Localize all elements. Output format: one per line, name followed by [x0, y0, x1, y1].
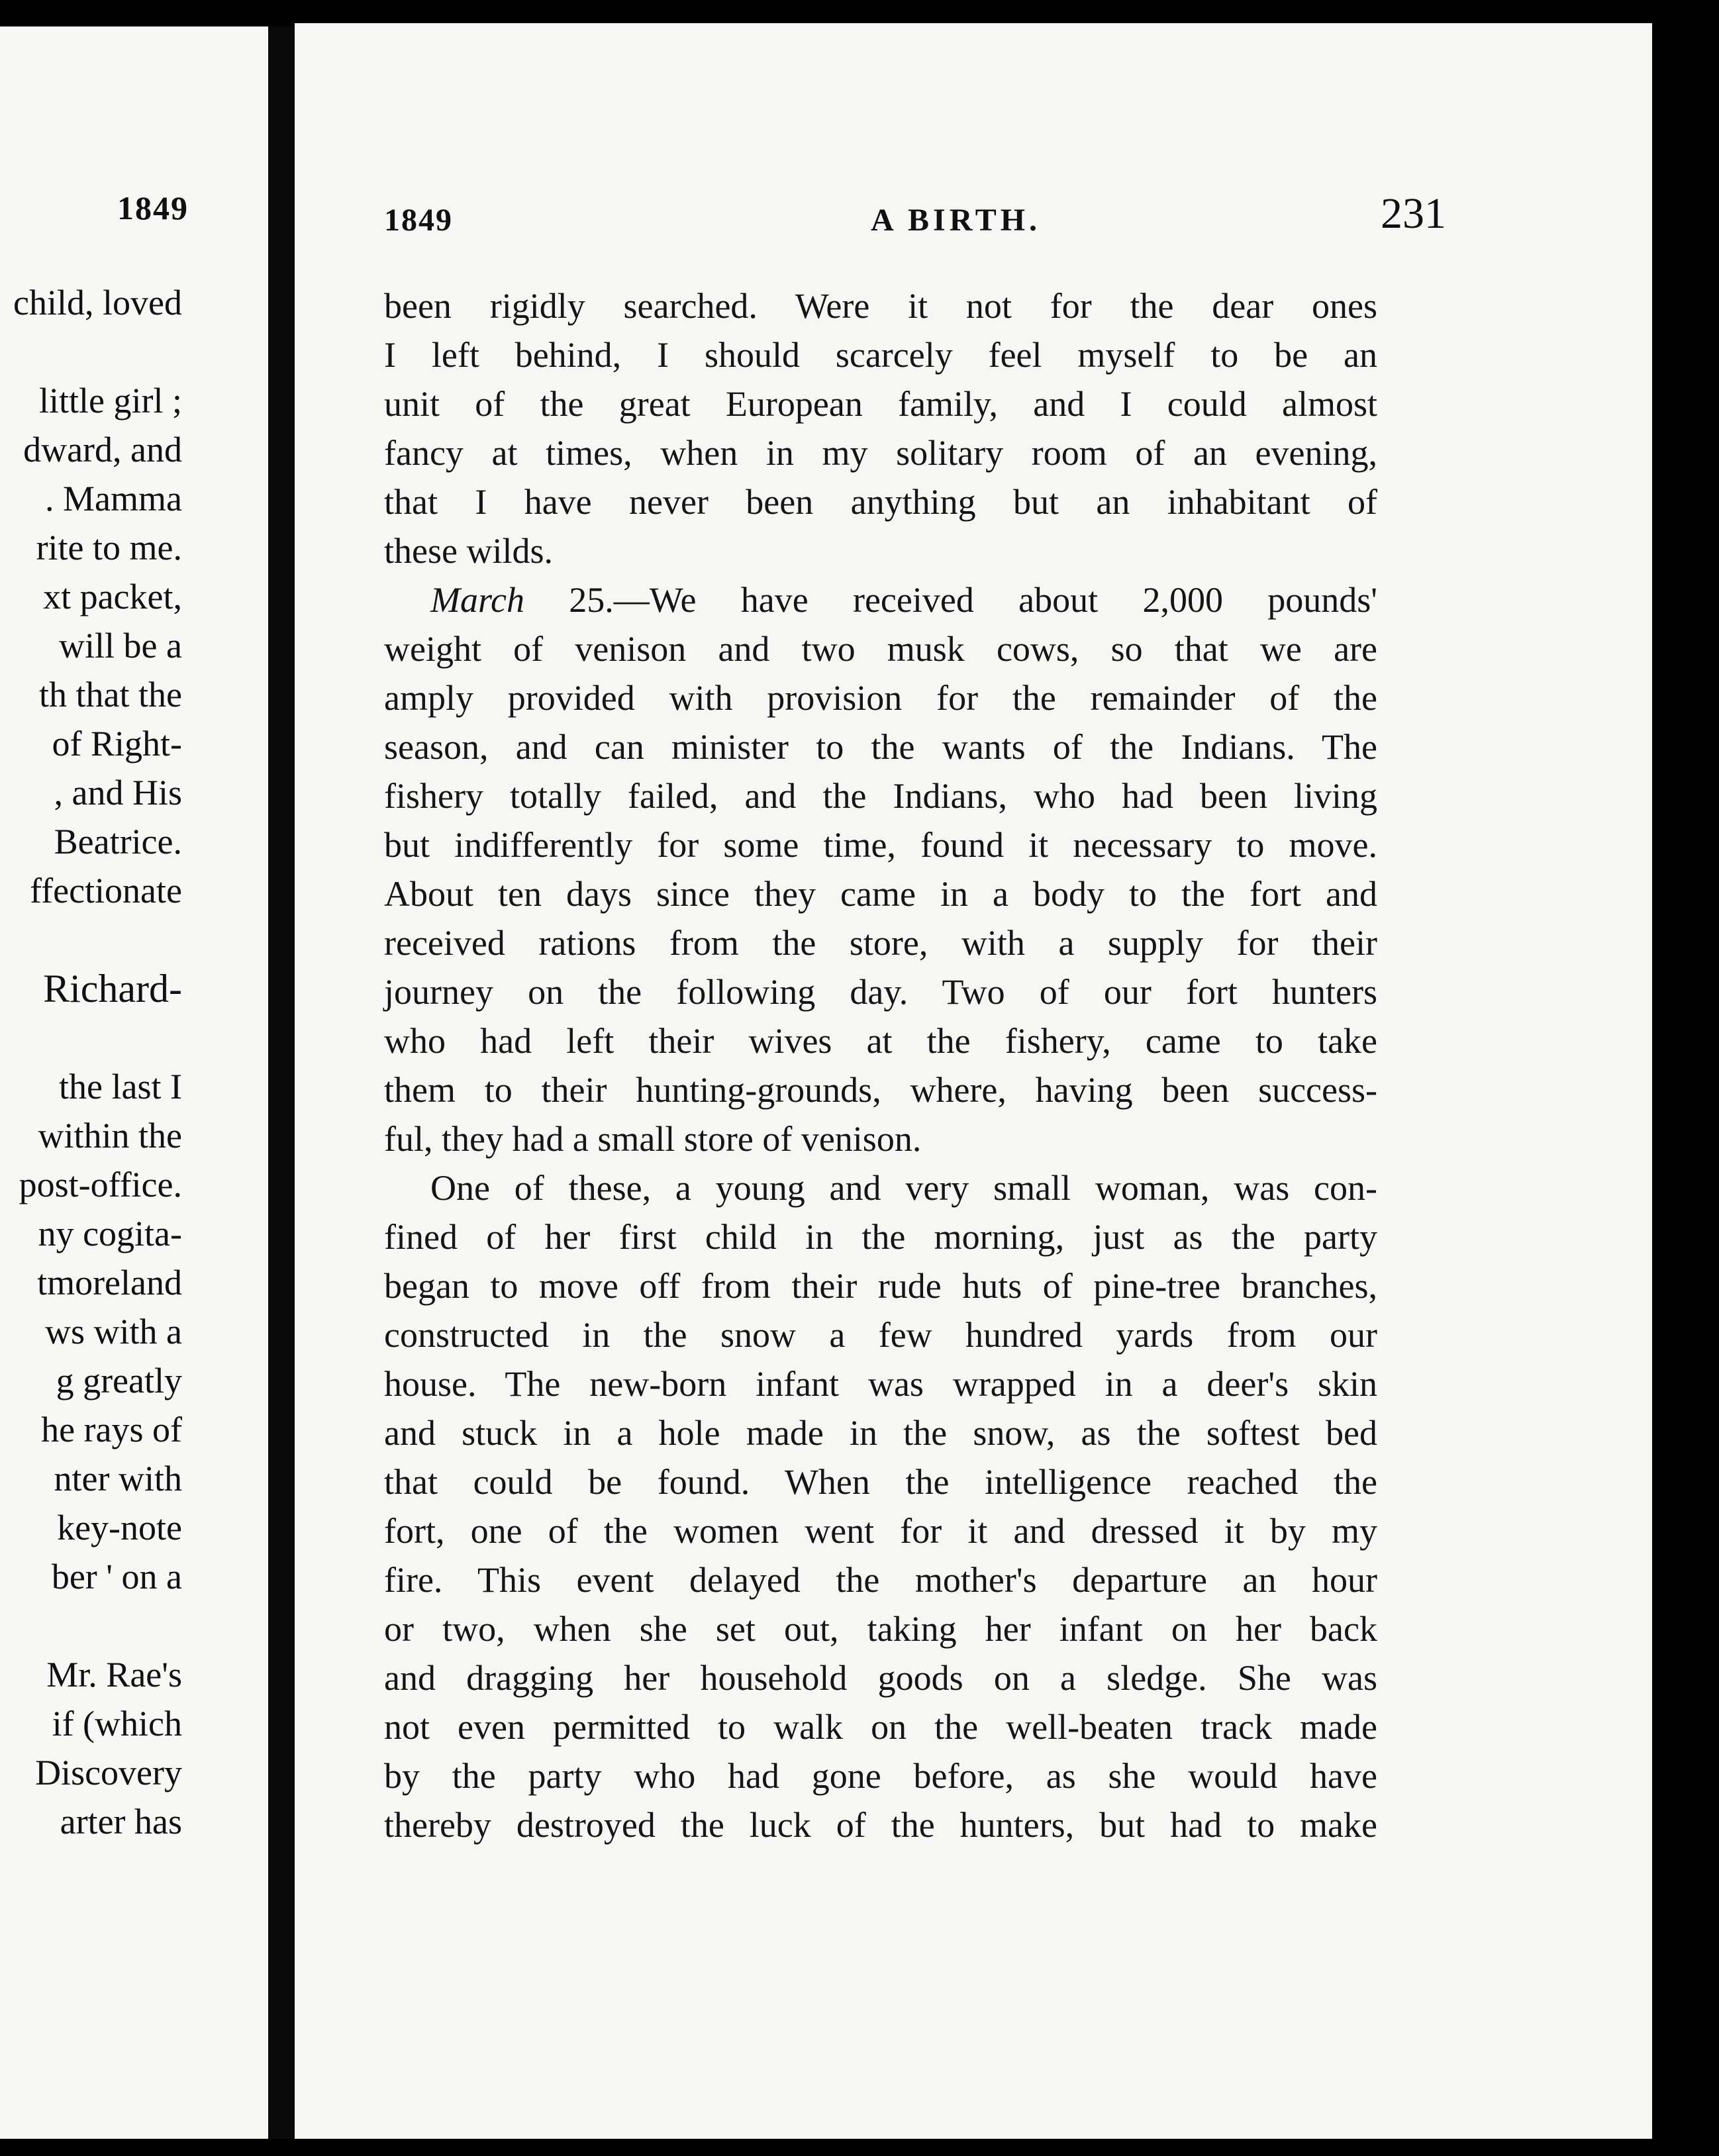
running-year: 1849	[384, 203, 453, 238]
running-title: A BIRTH.	[871, 203, 1042, 238]
text-line: journey on the following day. Two of our fort hunters	[384, 972, 1377, 1012]
text-line: began to move off from their rude huts of pine-tree branches,	[384, 1266, 1377, 1306]
dated-entry-text: 25.—We have received about 2,000 pounds'	[569, 580, 1378, 620]
left-text-line: nter with	[54, 1459, 182, 1498]
text-line: One of these, a young and very small woman, was con-	[430, 1168, 1377, 1208]
left-text-line: ny cogita-	[38, 1214, 182, 1253]
text-line: them to their hunting-grounds, where, having been success-	[384, 1070, 1377, 1110]
text-line: fire. This event delayed the mother's departure an hour	[384, 1560, 1377, 1600]
left-page	[0, 26, 268, 2139]
text-line: fined of her first child in the morning, just as the party	[384, 1217, 1377, 1257]
text-line: that could be found. When the intelligence reached the	[384, 1462, 1377, 1502]
left-text-line: Mr. Rae's	[46, 1655, 182, 1694]
left-text-line: if (which	[52, 1704, 182, 1743]
left-text-line: key-note	[57, 1508, 182, 1547]
text-line: ful, they had a small store of venison.	[384, 1119, 922, 1159]
text-line: season, and can minister to the wants of the Indians. The	[384, 727, 1377, 767]
left-running-year: 1849	[117, 189, 189, 226]
text-line: fancy at times, when in my solitary room of an evening,	[384, 433, 1377, 473]
text-line: thereby destroyed the luck of the hunters, but had to make	[384, 1805, 1377, 1845]
left-text-line: ffectionate	[30, 871, 182, 910]
text-line: fort, one of the women went for it and dressed it by my	[384, 1511, 1377, 1551]
book-gutter	[268, 26, 295, 2139]
left-text-line: arter has	[60, 1802, 182, 1841]
text-line: and stuck in a hole made in the snow, as the softest bed	[384, 1413, 1377, 1453]
left-text-line: child, loved	[13, 283, 182, 322]
left-text-line	[0, 915, 182, 964]
left-text-line: tmoreland	[37, 1263, 182, 1302]
body-text	[384, 281, 1377, 1849]
left-text-line: g greatly	[56, 1361, 182, 1400]
text-line: not even permitted to walk on the well-beaten track made	[384, 1707, 1377, 1747]
right-page	[295, 23, 1652, 2139]
left-text-line: the last I	[59, 1067, 182, 1106]
text-line: fishery totally failed, and the Indians, who had been living	[384, 776, 1377, 816]
left-text-line: will be a	[59, 626, 182, 665]
date-label: March	[430, 580, 524, 620]
left-text-line: th that the	[39, 675, 182, 714]
left-text-line: within the	[38, 1116, 182, 1155]
left-text-line: he rays of	[41, 1410, 182, 1449]
scan-border	[1652, 20, 1719, 2156]
text-line: but indifferently for some time, found it necessary to move.	[384, 825, 1377, 865]
left-text-line: , and His	[54, 773, 182, 812]
text-line: constructed in the snow a few hundred yards from our	[384, 1315, 1377, 1355]
left-text-line	[0, 327, 182, 376]
text-line: About ten days since they came in a body to the fort and	[384, 874, 1377, 914]
left-text-line: post-office.	[19, 1165, 182, 1204]
left-text-line: dward, and	[23, 430, 182, 469]
left-text-line	[0, 1013, 182, 1062]
text-line: and dragging her household goods on a sledge. She was	[384, 1658, 1377, 1698]
left-text-line: Richard-	[43, 967, 182, 1010]
text-line: I left behind, I should scarcely feel myself to be an	[384, 335, 1377, 375]
page-number: 231	[1381, 189, 1446, 238]
text-line: house. The new-born infant was wrapped in a deer's skin	[384, 1364, 1377, 1404]
left-page-text	[0, 278, 182, 1846]
text-line: or two, when she set out, taking her infant on her back	[384, 1609, 1377, 1649]
text-line: these wilds.	[384, 531, 553, 571]
left-text-line: ws with a	[45, 1312, 182, 1351]
dated-entry-line	[384, 575, 1377, 624]
running-header	[384, 175, 1652, 238]
left-text-line: xt packet,	[43, 577, 182, 616]
left-text-line	[0, 1601, 182, 1650]
text-line: who had left their wives at the fishery, came to take	[384, 1021, 1377, 1061]
left-text-line: Beatrice.	[54, 822, 182, 861]
left-text-line: . Mamma	[45, 479, 182, 518]
text-line: weight of venison and two musk cows, so that we are	[384, 629, 1377, 669]
left-text-line: Discovery	[35, 1753, 182, 1792]
text-line: that I have never been anything but an inhabitant of	[384, 482, 1377, 522]
left-text-line: little girl ;	[39, 381, 182, 420]
text-line: received rations from the store, with a supply for their	[384, 923, 1377, 963]
text-line: unit of the great European family, and I could almost	[384, 384, 1377, 424]
text-line: by the party who had gone before, as she would have	[384, 1756, 1377, 1796]
text-line: been rigidly searched. Were it not for the dear ones	[384, 286, 1377, 326]
left-text-line: rite to me.	[36, 528, 182, 567]
left-text-line: ber ' on a	[51, 1557, 182, 1596]
left-text-line: of Right-	[52, 724, 182, 763]
text-line: amply provided with provision for the remainder of the	[384, 678, 1377, 718]
